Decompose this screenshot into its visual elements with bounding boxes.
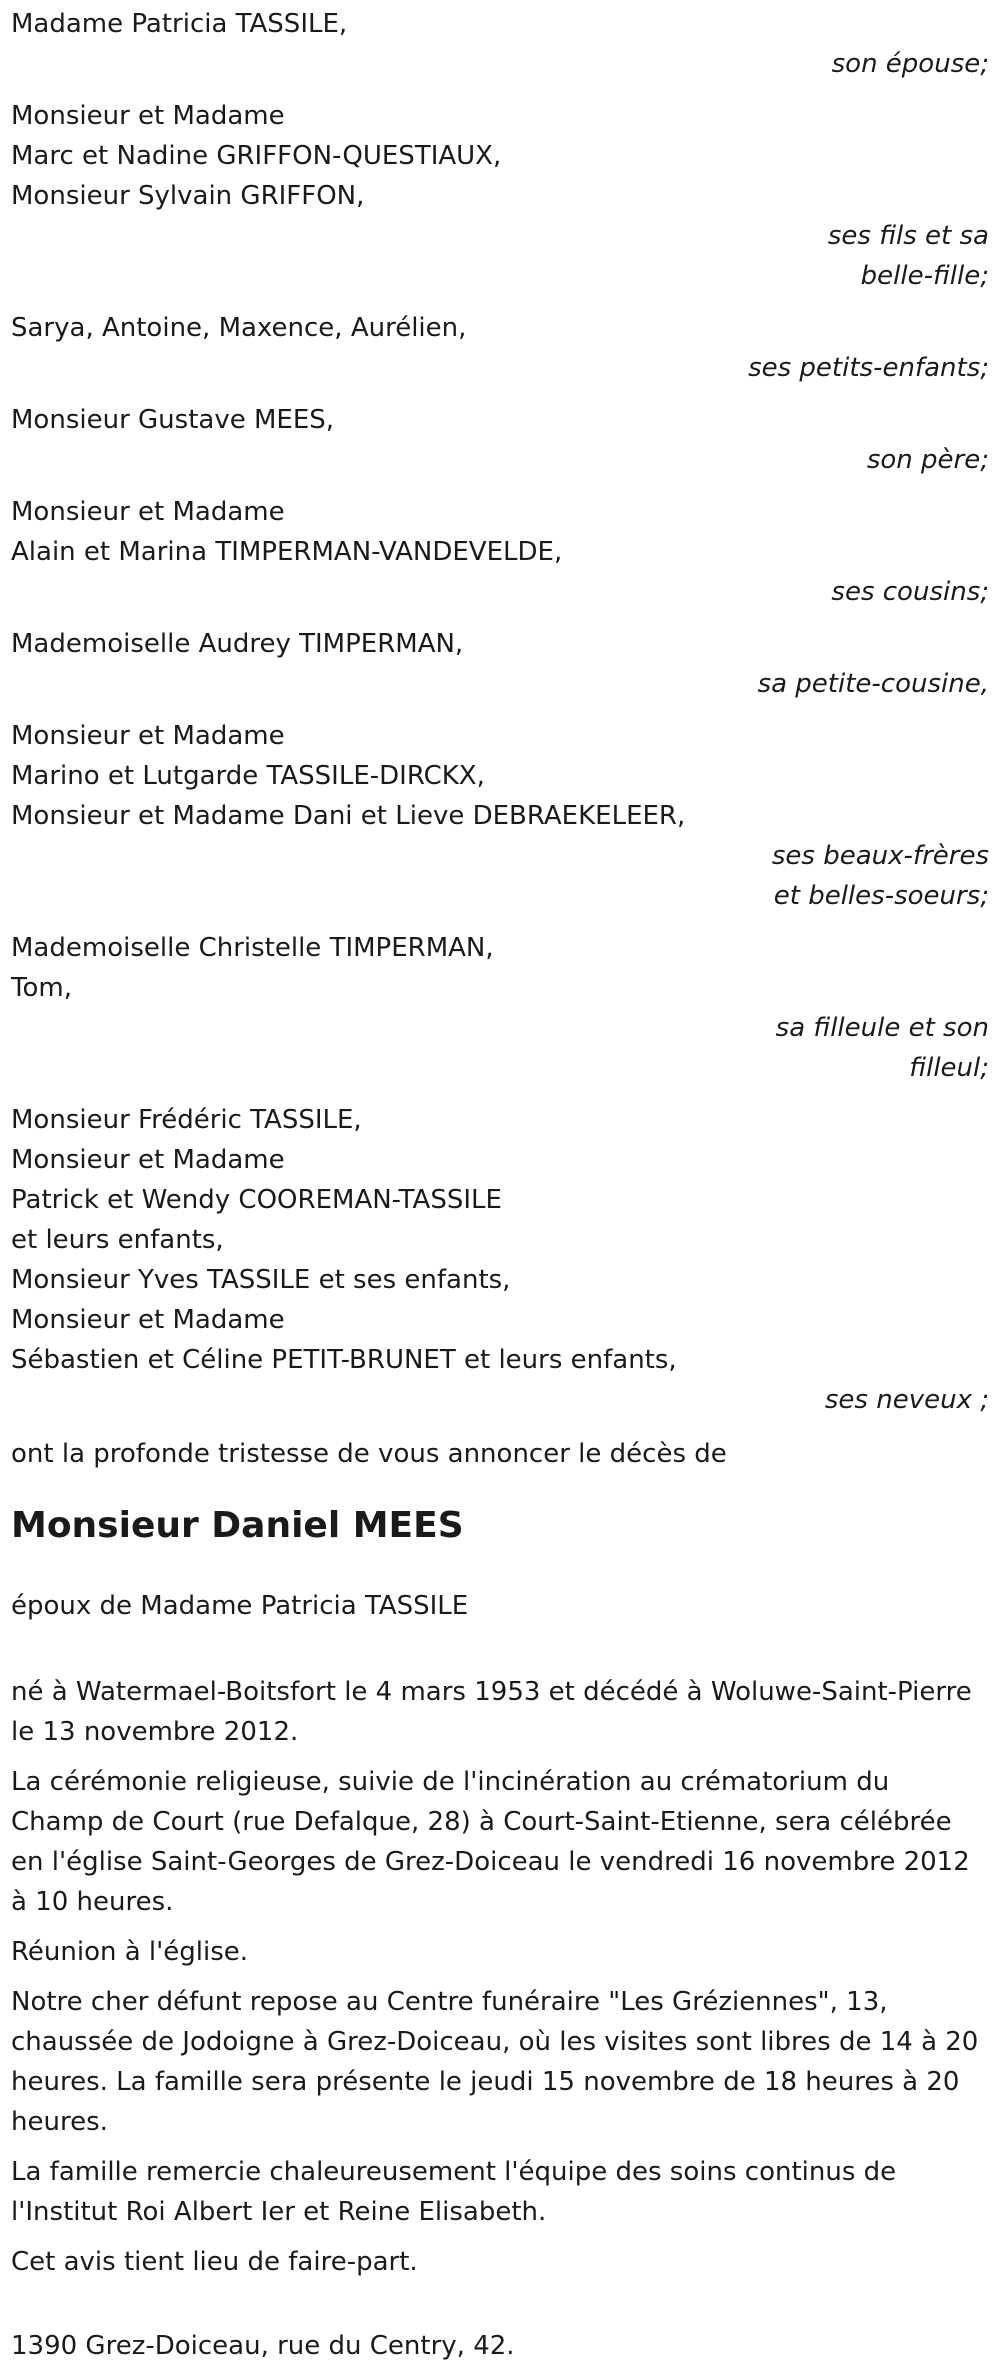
- family-member-line: Mademoiselle Audrey TIMPERMAN,: [11, 629, 464, 659]
- family-member-line: Monsieur et Madame: [11, 497, 285, 527]
- family-group: [11, 308, 989, 388]
- notice-body: [11, 1672, 989, 2282]
- family-group: [11, 4, 989, 84]
- family-member-line: Monsieur Frédéric TASSILE,: [11, 1105, 362, 1135]
- family-member-line: Monsieur Yves TASSILE et ses enfants,: [11, 1265, 511, 1295]
- family-member-line: Madame Patricia TASSILE,: [11, 9, 348, 39]
- notice-paragraph: Réunion à l'église.: [11, 1937, 249, 1967]
- notice-paragraph: La famille remercie chaleureusement l'équipe des soins continus de l'Institut Roi Albert Ier et Reine Elisabeth.: [11, 2157, 897, 2227]
- family-member-line: Monsieur Gustave MEES,: [11, 405, 335, 435]
- family-member-line: Monsieur et Madame: [11, 1305, 285, 1335]
- family-member-line: Monsieur et Madame: [11, 1145, 285, 1175]
- relation-label: ses fils et sa belle-fille;: [827, 221, 989, 291]
- deceased-name: Monsieur Daniel MEES: [11, 1505, 464, 1546]
- notice-paragraph: Notre cher défunt repose au Centre funéraire "Les Gréziennes", 13, chaussée de Jodoigne à Grez-Doiceau, où les visites sont libres de 14 à 20 heures. La famille sera présente le jeudi 15 novembre de 18 heures à 20 heures.: [11, 1987, 979, 2137]
- relation-label: ses petits-enfants;: [748, 353, 989, 383]
- spouse-line: époux de Madame Patricia TASSILE: [11, 1591, 469, 1621]
- family-member-line: Sarya, Antoine, Maxence, Aurélien,: [11, 313, 467, 343]
- family-list: [11, 4, 989, 1420]
- family-group: [11, 1100, 989, 1420]
- family-group: [11, 400, 989, 480]
- announcement-intro: ont la profonde tristesse de vous annoncer le décès de: [11, 1439, 727, 1469]
- family-member-line: Patrick et Wendy COOREMAN-TASSILE: [11, 1185, 502, 1215]
- relation-label: sa filleule et son filleul;: [775, 1013, 989, 1083]
- family-member-line: Tom,: [11, 973, 72, 1003]
- relation-label: son père;: [866, 445, 989, 475]
- family-group: [11, 716, 989, 916]
- family-member-line: Marc et Nadine GRIFFON-QUESTIAUX,: [11, 141, 502, 171]
- family-group: [11, 624, 989, 704]
- relation-label: son épouse;: [831, 49, 989, 79]
- relation-label: ses neveux ;: [824, 1385, 989, 1415]
- family-member-line: Marino et Lutgarde TASSILE-DIRCKX,: [11, 761, 485, 791]
- relation-label: ses beaux-frères et belles-soeurs;: [771, 841, 989, 911]
- family-member-line: Sébastien et Céline PETIT-BRUNET et leurs enfants,: [11, 1345, 677, 1375]
- family-member-line: Monsieur et Madame Dani et Lieve DEBRAEKELEER,: [11, 801, 686, 831]
- family-member-line: Monsieur et Madame: [11, 721, 285, 751]
- notice-paragraph: Cet avis tient lieu de faire-part.: [11, 2247, 418, 2277]
- family-group: [11, 96, 989, 296]
- family-member-line: Mademoiselle Christelle TIMPERMAN,: [11, 933, 494, 963]
- relation-label: sa petite-cousine,: [757, 669, 989, 699]
- relation-label: ses cousins;: [831, 577, 989, 607]
- family-member-line: Monsieur Sylvain GRIFFON,: [11, 181, 365, 211]
- family-group: [11, 492, 989, 612]
- family-member-line: et leurs enfants,: [11, 1225, 224, 1255]
- notice-paragraph: La cérémonie religieuse, suivie de l'incinération au crématorium du Champ de Court (rue Defalque, 28) à Court-Saint-Etienne, sera célébrée en l'église Saint-Georges de Grez-Doiceau le vendredi 16 novembre 2012 à 10 heures.: [11, 1767, 970, 1917]
- family-member-line: Monsieur et Madame: [11, 101, 285, 131]
- family-group: [11, 928, 989, 1088]
- notice-paragraph: né à Watermael-Boitsfort le 4 mars 1953 et décédé à Woluwe-Saint-Pierre le 13 novembre 2012.: [11, 1677, 972, 1747]
- family-address: 1390 Grez-Doiceau, rue du Centry, 42.: [11, 2331, 515, 2361]
- obituary-notice: [0, 4, 1000, 2361]
- family-member-line: Alain et Marina TIMPERMAN-VANDEVELDE,: [11, 537, 563, 567]
